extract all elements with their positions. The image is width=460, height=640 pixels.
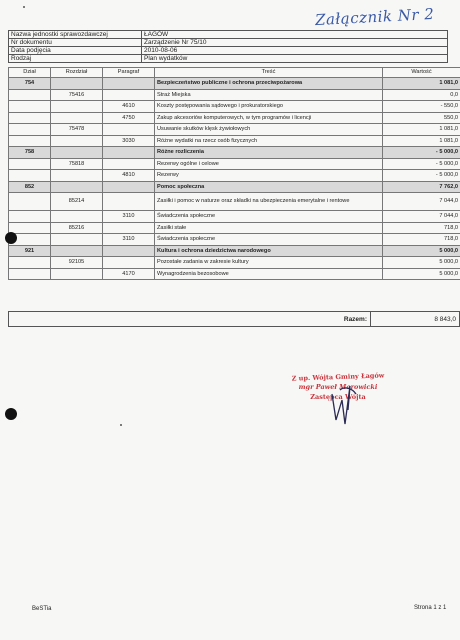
cell-tresc: Zakup akcesoriów komputerowych, w tym programów i licencji (155, 112, 383, 124)
cell-dzial (9, 135, 51, 147)
cell-tresc: Różne rozliczenia (155, 147, 383, 159)
meta-value: Zarządzenie Nr 75/10 (142, 39, 448, 47)
cell-paragraf (103, 193, 155, 211)
header-dzial: Dział (9, 68, 51, 78)
cell-wartosc: 550,0 (383, 112, 460, 124)
table-row (9, 211, 460, 223)
cell-tresc: Zasiłki i pomoc w naturze oraz składki na ubezpieczenia emerytalne i rentowe (155, 193, 383, 211)
cell-wartosc: 1 081,0 (383, 135, 460, 147)
meta-row-docnum (9, 39, 448, 47)
cell-wartosc: - 5 000,0 (383, 147, 460, 159)
meta-row-type (9, 55, 448, 63)
cell-wartosc: - 5 000,0 (383, 170, 460, 182)
meta-value: ŁAGÓW (142, 31, 448, 39)
handwritten-signature (326, 380, 366, 428)
footer-software-name: BeSTia (32, 606, 52, 612)
cell-paragraf (103, 222, 155, 234)
handwritten-annotation: Załącznik Nr 2 (314, 4, 435, 30)
cell-wartosc: 5 000,0 (383, 268, 460, 280)
cell-tresc: Pomoc społeczna (155, 181, 383, 193)
cell-wartosc: 1 081,0 (383, 124, 460, 136)
cell-paragraf (103, 245, 155, 257)
cell-rozdzial (51, 234, 103, 246)
cell-wartosc: - 5 000,0 (383, 158, 460, 170)
cell-paragraf: 4170 (103, 268, 155, 280)
table-row (9, 124, 460, 136)
cell-tresc: Koszty postępowania sądowego i prokuratorskiego (155, 101, 383, 113)
cell-dzial (9, 101, 51, 113)
cell-wartosc: 0,0 (383, 89, 460, 101)
cell-wartosc: 718,0 (383, 222, 460, 234)
cell-tresc: Świadczenia społeczne (155, 234, 383, 246)
stamp-line-2: mgr Paweł Marowicki (298, 383, 378, 391)
meta-key: Nazwa jednostki sprawozdawczej (9, 31, 142, 39)
punch-hole (5, 408, 17, 420)
table-row (9, 193, 460, 211)
cell-dzial (9, 211, 51, 223)
punch-hole (5, 232, 17, 244)
cell-tresc: Świadczenia społeczne (155, 211, 383, 223)
table-row (9, 222, 460, 234)
header-tresc: Treść (155, 68, 383, 78)
cell-tresc: Zasiłki stałe (155, 222, 383, 234)
cell-dzial: 758 (9, 147, 51, 159)
table-row (9, 234, 460, 246)
table-row (9, 135, 460, 147)
cell-dzial (9, 268, 51, 280)
cell-wartosc: 7 044,0 (383, 193, 460, 211)
speck (23, 6, 25, 8)
cell-wartosc: - 550,0 (383, 101, 460, 113)
cell-dzial (9, 222, 51, 234)
cell-rozdzial: 85216 (51, 222, 103, 234)
cell-tresc: Rezerwy (155, 170, 383, 182)
cell-rozdzial: 85214 (51, 193, 103, 211)
cell-paragraf: 4810 (103, 170, 155, 182)
header-rozdzial: Rozdział (51, 68, 103, 78)
cell-dzial (9, 89, 51, 101)
cell-wartosc: 1 081,0 (383, 78, 460, 90)
cell-rozdzial (51, 211, 103, 223)
table-row (9, 101, 460, 113)
footer-page-number: Strona 1 z 1 (414, 605, 447, 611)
total-value: 8 843,0 (371, 312, 460, 327)
meta-key: Rodzaj (9, 55, 142, 63)
cell-wartosc: 5 000,0 (383, 257, 460, 269)
cell-wartosc: 7 762,0 (383, 181, 460, 193)
cell-dzial: 921 (9, 245, 51, 257)
cell-wartosc: 7 044,0 (383, 211, 460, 223)
cell-rozdzial (51, 101, 103, 113)
cell-rozdzial (51, 147, 103, 159)
cell-tresc: Kultura i ochrona dziedzictwa narodowego (155, 245, 383, 257)
cell-rozdzial (51, 78, 103, 90)
cell-dzial (9, 158, 51, 170)
table-row (9, 158, 460, 170)
cell-rozdzial (51, 181, 103, 193)
cell-paragraf (103, 181, 155, 193)
table-row (9, 181, 460, 193)
meta-value: Plan wydatków (142, 55, 448, 63)
cell-tresc: Pozostałe zadania w zakresie kultury (155, 257, 383, 269)
cell-wartosc: 718,0 (383, 234, 460, 246)
cell-rozdzial (51, 170, 103, 182)
cell-dzial (9, 124, 51, 136)
header-wartosc: Wartość (383, 68, 460, 78)
cell-tresc: Wynagrodzenia bezosobowe (155, 268, 383, 280)
meta-row-unit (9, 31, 448, 39)
table-row (9, 245, 460, 257)
cell-paragraf (103, 158, 155, 170)
table-header-row (9, 68, 460, 78)
meta-value: 2010-08-06 (142, 47, 448, 55)
cell-paragraf (103, 78, 155, 90)
table-row (9, 257, 460, 269)
cell-wartosc: 5 000,0 (383, 245, 460, 257)
total-row (9, 312, 460, 327)
cell-rozdzial (51, 135, 103, 147)
cell-tresc: Usuwanie skutków klęsk żywiołowych (155, 124, 383, 136)
cell-rozdzial: 92105 (51, 257, 103, 269)
table-row (9, 147, 460, 159)
meta-key: Nr dokumentu (9, 39, 142, 47)
cell-paragraf (103, 147, 155, 159)
table-row (9, 268, 460, 280)
table-row (9, 78, 460, 90)
cell-tresc: Bezpieczeństwo publiczne i ochrona przeciwpożarowa (155, 78, 383, 90)
cell-paragraf (103, 124, 155, 136)
cell-dzial: 852 (9, 181, 51, 193)
cell-paragraf: 3110 (103, 234, 155, 246)
cell-dzial: 754 (9, 78, 51, 90)
cell-rozdzial: 75416 (51, 89, 103, 101)
expenditure-table (8, 67, 460, 280)
cell-paragraf: 4610 (103, 101, 155, 113)
meta-row-date (9, 47, 448, 55)
cell-rozdzial (51, 112, 103, 124)
cell-dzial (9, 112, 51, 124)
cell-rozdzial: 75478 (51, 124, 103, 136)
cell-paragraf: 3030 (103, 135, 155, 147)
speck (120, 424, 122, 426)
header-paragraf: Paragraf (103, 68, 155, 78)
meta-key: Data podjęcia (9, 47, 142, 55)
cell-paragraf (103, 257, 155, 269)
total-label: Razem: (9, 312, 371, 327)
document-metadata (8, 30, 448, 63)
cell-paragraf: 3110 (103, 211, 155, 223)
cell-rozdzial (51, 245, 103, 257)
stamp-line-1: Z up. Wójta Gminy Łagów (291, 371, 385, 383)
cell-paragraf: 4750 (103, 112, 155, 124)
cell-tresc: Rezerwy ogólne i celowe (155, 158, 383, 170)
cell-dzial (9, 257, 51, 269)
table-row (9, 112, 460, 124)
cell-dzial (9, 193, 51, 211)
table-row (9, 170, 460, 182)
stamp-line-3: Zastępca Wójta (310, 393, 366, 401)
cell-dzial (9, 170, 51, 182)
table-row (9, 89, 460, 101)
cell-tresc: Różne wydatki na rzecz osób fizycznych (155, 135, 383, 147)
total-row-table (8, 311, 460, 327)
cell-rozdzial: 75818 (51, 158, 103, 170)
cell-rozdzial (51, 268, 103, 280)
cell-tresc: Straż Miejska (155, 89, 383, 101)
cell-paragraf (103, 89, 155, 101)
